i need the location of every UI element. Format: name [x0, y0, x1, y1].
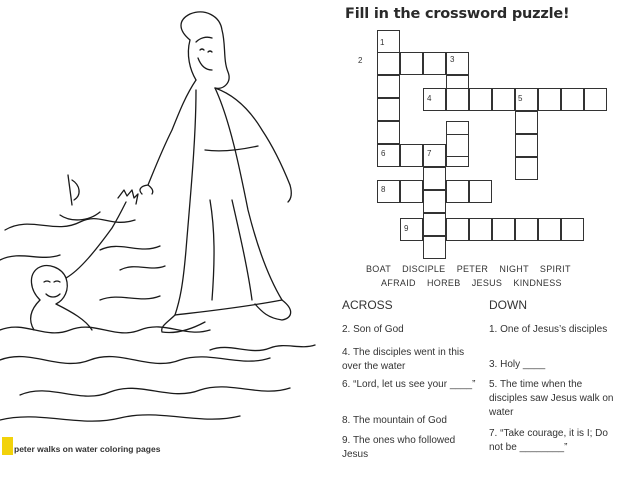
down-clue: 1. One of Jesus’s disciples	[489, 324, 608, 335]
crossword-cell[interactable]	[400, 144, 423, 167]
crossword-cell[interactable]	[446, 88, 469, 111]
clue-number: 8	[381, 185, 386, 194]
clue-number: 7	[427, 149, 432, 158]
crossword-cell[interactable]	[423, 167, 446, 190]
crossword-cell[interactable]	[446, 180, 469, 203]
crossword-cell[interactable]	[538, 88, 561, 111]
crossword-cell[interactable]	[377, 75, 400, 98]
crossword-cell[interactable]	[377, 121, 400, 144]
across-heading: ACROSS	[342, 298, 393, 312]
crossword-cell[interactable]	[446, 218, 469, 241]
crossword-cell[interactable]	[377, 52, 400, 75]
clue-number: 5	[518, 94, 523, 103]
crossword-cell[interactable]	[561, 88, 584, 111]
down-clue: 5. The time when the disciples saw Jesus walk on water	[489, 379, 614, 418]
crossword-cell[interactable]	[469, 180, 492, 203]
crossword-cell[interactable]	[469, 88, 492, 111]
caption-accent	[2, 437, 13, 455]
clue-number: 9	[404, 224, 409, 233]
clue-number: 6	[381, 149, 386, 158]
down-heading: DOWN	[489, 298, 527, 312]
crossword-cell[interactable]	[561, 218, 584, 241]
crossword-cell[interactable]	[446, 134, 469, 157]
crossword-cell[interactable]	[423, 52, 446, 75]
crossword-cell[interactable]	[515, 111, 538, 134]
word-bank-row-1: BOAT DISCIPLE PETER NIGHT SPIRIT	[366, 264, 571, 274]
across-clue: 4. The disciples went in this over the water	[342, 347, 465, 372]
crossword-cell[interactable]	[469, 218, 492, 241]
crossword-cell[interactable]	[515, 134, 538, 157]
page-title: Fill in the crossword puzzle!	[345, 6, 570, 22]
across-clue: 8. The mountain of God	[342, 415, 447, 426]
clue-number: 1	[380, 38, 385, 47]
clue-number: 4	[427, 94, 432, 103]
clue-number: 2	[358, 56, 363, 65]
crossword-cell[interactable]	[423, 236, 446, 259]
across-clue: 2. Son of God	[342, 324, 404, 335]
across-clue: 9. The ones who followed Jesus	[342, 435, 456, 460]
down-clue: 3. Holy ____	[489, 359, 546, 370]
crossword-cell[interactable]	[400, 180, 423, 203]
crossword-cell[interactable]	[515, 218, 538, 241]
crossword-cell[interactable]	[423, 213, 446, 236]
crossword-cell[interactable]	[423, 190, 446, 213]
page-caption: peter walks on water coloring pages	[14, 444, 161, 454]
crossword-cell[interactable]	[492, 88, 515, 111]
across-clue: 6. “Lord, let us see your ____”	[342, 379, 476, 390]
crossword-cell[interactable]	[584, 88, 607, 111]
crossword-cell[interactable]	[400, 52, 423, 75]
clue-number: 3	[450, 55, 455, 64]
word-bank-row-2: AFRAID HOREB JESUS KINDNESS	[381, 278, 562, 288]
crossword-cell[interactable]	[538, 218, 561, 241]
crossword-cell[interactable]	[492, 218, 515, 241]
down-clue: 7. “Take courage, it is I; Do not be ________”	[489, 428, 608, 453]
crossword-cell[interactable]	[377, 98, 400, 121]
crossword-cell[interactable]	[515, 157, 538, 180]
